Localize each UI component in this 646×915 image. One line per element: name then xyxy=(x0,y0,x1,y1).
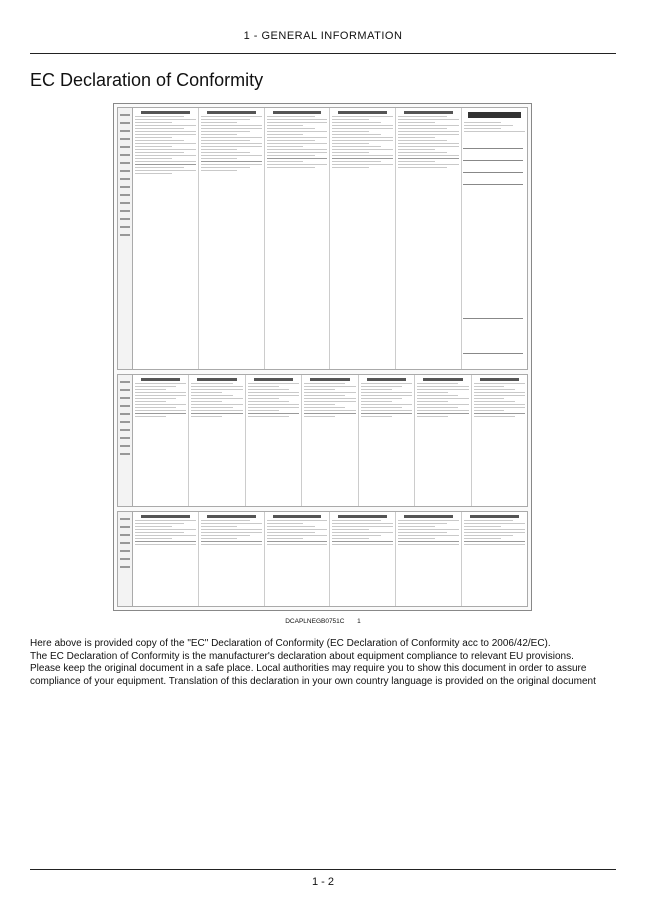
paragraph-1: Here above is provided copy of the "EC" Declaration of Conformity (EC Declaration of Conformity acc to 2006/42/EC). xyxy=(30,638,551,649)
manufacturer-logo xyxy=(468,112,521,118)
document-code-right: 1 xyxy=(357,618,361,625)
document-code xyxy=(0,618,646,625)
declaration-panel-3 xyxy=(117,511,528,607)
declaration-panel-2 xyxy=(117,374,528,507)
paragraph-2: The EC Declaration of Conformity is the manufacturer's declaration about equipment compliance to relevant EU provisions. xyxy=(30,650,574,662)
page-number: 1 - 2 xyxy=(311,876,334,888)
header-divider xyxy=(30,53,616,54)
footer-divider xyxy=(30,869,616,870)
explanation-text xyxy=(30,638,620,688)
document-code-left: DCAPLNEGB0751C xyxy=(285,618,345,625)
declaration-document-image xyxy=(113,103,532,611)
declaration-panel-1 xyxy=(117,107,528,370)
page-title: EC Declaration of Conformity xyxy=(30,70,264,90)
section-header: 1 - GENERAL INFORMATION xyxy=(243,30,403,42)
paragraph-3: Please keep the original document in a safe place. Local authorities may require you to show this document in order to assure compliance of your equipment. Translation of this declaration in your own country language is provided on the original document xyxy=(30,663,596,687)
